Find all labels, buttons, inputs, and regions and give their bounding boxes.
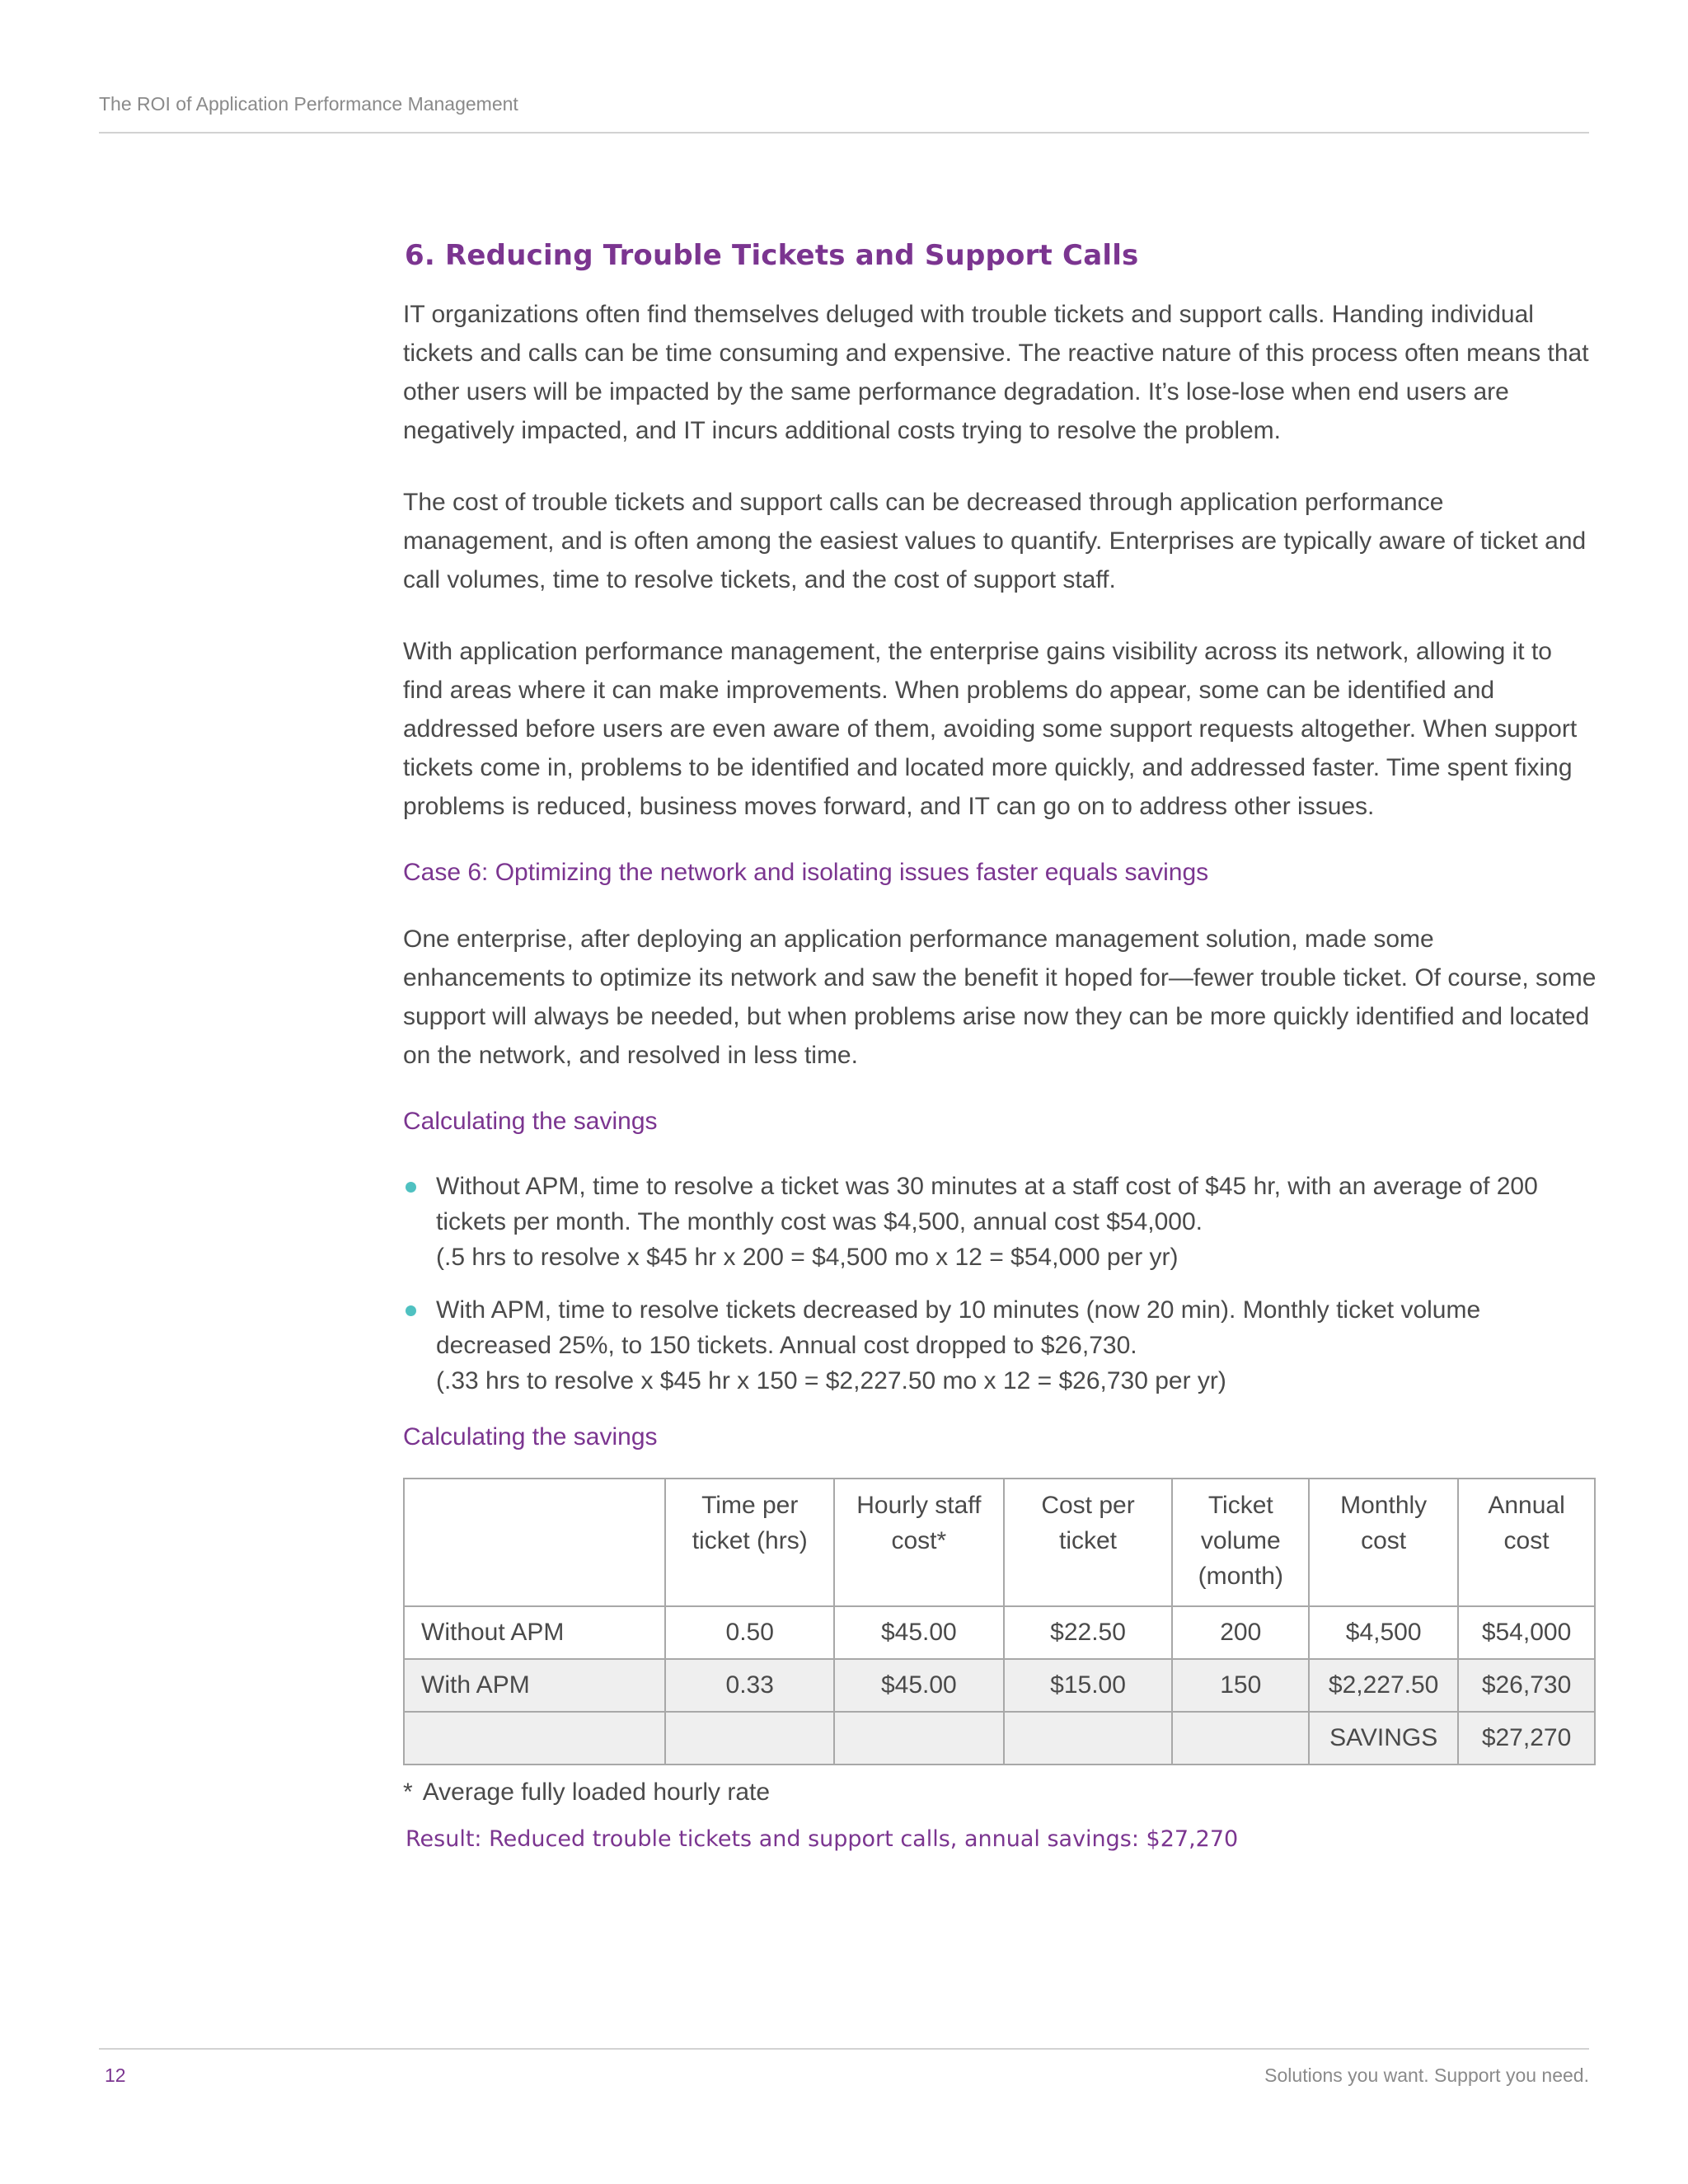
bullet-text: Without APM, time to resolve a ticket was 30 minutes at a staff cost of $45 hr, with an average of 200 tickets per month. The monthly cost was $4,500, annual cost $54,000. <box>436 1173 1538 1235</box>
table-cell <box>1172 1712 1309 1765</box>
bullet-formula: (.33 hrs to resolve x $45 hr x 150 = $2,227.50 mo x 12 = $26,730 per yr) <box>436 1367 1226 1394</box>
table-cell: $22.50 <box>1004 1606 1173 1659</box>
table-heading: Calculating the savings <box>403 1423 658 1451</box>
calc-heading: Calculating the savings <box>403 1108 658 1135</box>
bullet-formula: (.5 hrs to resolve x $45 hr x 200 = $4,500 mo x 12 = $54,000 per yr) <box>436 1244 1179 1271</box>
savings-bullet-list <box>403 1169 1598 1399</box>
bullet-dot-icon <box>406 1182 416 1193</box>
table-cell: 0.33 <box>665 1659 834 1712</box>
table-header-cell: Annual cost <box>1458 1479 1595 1606</box>
visibility-paragraph: With application performance management, the enterprise gains visibility across its network, allowing it to find areas where it can make improvements. When problems do appear, some can be identified and addressed before users are even aware of them, avoiding some support requests altogether. When support tickets come in, problems to be identified and located more quickly, and addressed faster. Time spent fixing problems is reduced, business moves forward, and IT can go on to address other issues. <box>403 638 1578 820</box>
table-cell <box>404 1712 665 1765</box>
table-row <box>404 1606 1595 1659</box>
table-cell: $45.00 <box>834 1606 1004 1659</box>
table-header-cell: Cost per ticket <box>1004 1479 1173 1606</box>
bullet-dot-icon <box>406 1305 416 1316</box>
table-header-cell: Hourly staff cost* <box>834 1479 1004 1606</box>
running-header: The ROI of Application Performance Management <box>99 93 518 115</box>
table-header-cell: Monthly cost <box>1309 1479 1458 1606</box>
footnote-text: Average fully loaded hourly rate <box>422 1779 771 1806</box>
footer-divider <box>99 2048 1589 2050</box>
savings-total: $27,270 <box>1458 1712 1595 1765</box>
table-cell: $54,000 <box>1458 1606 1595 1659</box>
savings-table <box>403 1478 1596 1765</box>
table-cell: $45.00 <box>834 1659 1004 1712</box>
section-title: 6. Reducing Trouble Tickets and Support Calls <box>405 239 1139 272</box>
table-cell: $4,500 <box>1309 1606 1458 1659</box>
header-divider <box>99 132 1589 134</box>
table-header-cell: Ticket volume (month) <box>1172 1479 1309 1606</box>
table-cell: With APM <box>404 1659 665 1712</box>
table-cell <box>834 1712 1004 1765</box>
case-heading: Case 6: Optimizing the network and isolating issues faster equals savings <box>403 859 1209 886</box>
table-row <box>404 1659 1595 1712</box>
table-cell: Without APM <box>404 1606 665 1659</box>
table-cell: $26,730 <box>1458 1659 1595 1712</box>
table-footnote <box>403 1779 1598 1807</box>
table-header-row <box>404 1479 1595 1606</box>
cost-paragraph: The cost of trouble tickets and support calls can be decreased through application performance management, and is often among the easiest values to quantify. Enterprises are typically aware of ticket and call volumes, time to resolve tickets, and the cost of support staff. <box>403 489 1587 593</box>
list-item <box>403 1292 1598 1399</box>
table-row <box>404 1712 1595 1765</box>
footnote-mark: * <box>403 1779 413 1806</box>
table-header-cell: Time per ticket (hrs) <box>665 1479 834 1606</box>
table-header-cell <box>404 1479 665 1606</box>
main-content <box>403 239 1598 1852</box>
table-cell <box>1004 1712 1173 1765</box>
intro-paragraph: IT organizations often find themselves deluged with trouble tickets and support calls. Handing individual tickets and calls can be time consuming and expensive. The reactive nature of this process often means that other users will be impacted by the same performance degradation. It’s lose-lose when end users are negatively impacted, and IT incurs additional costs trying to resolve the problem. <box>403 301 1589 444</box>
table-cell <box>665 1712 834 1765</box>
page-number: 12 <box>105 2064 126 2086</box>
table-cell: 0.50 <box>665 1606 834 1659</box>
list-item <box>403 1169 1598 1275</box>
table-cell: $15.00 <box>1004 1659 1173 1712</box>
result-line: Result: Reduced trouble tickets and support calls, annual savings: $27,270 <box>406 1826 1239 1852</box>
table-cell: $2,227.50 <box>1309 1659 1458 1712</box>
table-cell: 150 <box>1172 1659 1309 1712</box>
savings-label: SAVINGS <box>1309 1712 1458 1765</box>
footer-tagline: Solutions you want. Support you need. <box>1264 2064 1589 2086</box>
table-cell: 200 <box>1172 1606 1309 1659</box>
case-paragraph: One enterprise, after deploying an application performance management solution, made some enhancements to optimize its network and saw the benefit it hoped for—fewer trouble ticket. Of course, some support will always be needed, but when problems arise now they can be more quickly identified and located on the network, and resolved in less time. <box>403 926 1597 1069</box>
bullet-text: With APM, time to resolve tickets decreased by 10 minutes (now 20 min). Monthly ticket volume decreased 25%, to 150 tickets. Annual cost dropped to $26,730. <box>436 1296 1481 1359</box>
